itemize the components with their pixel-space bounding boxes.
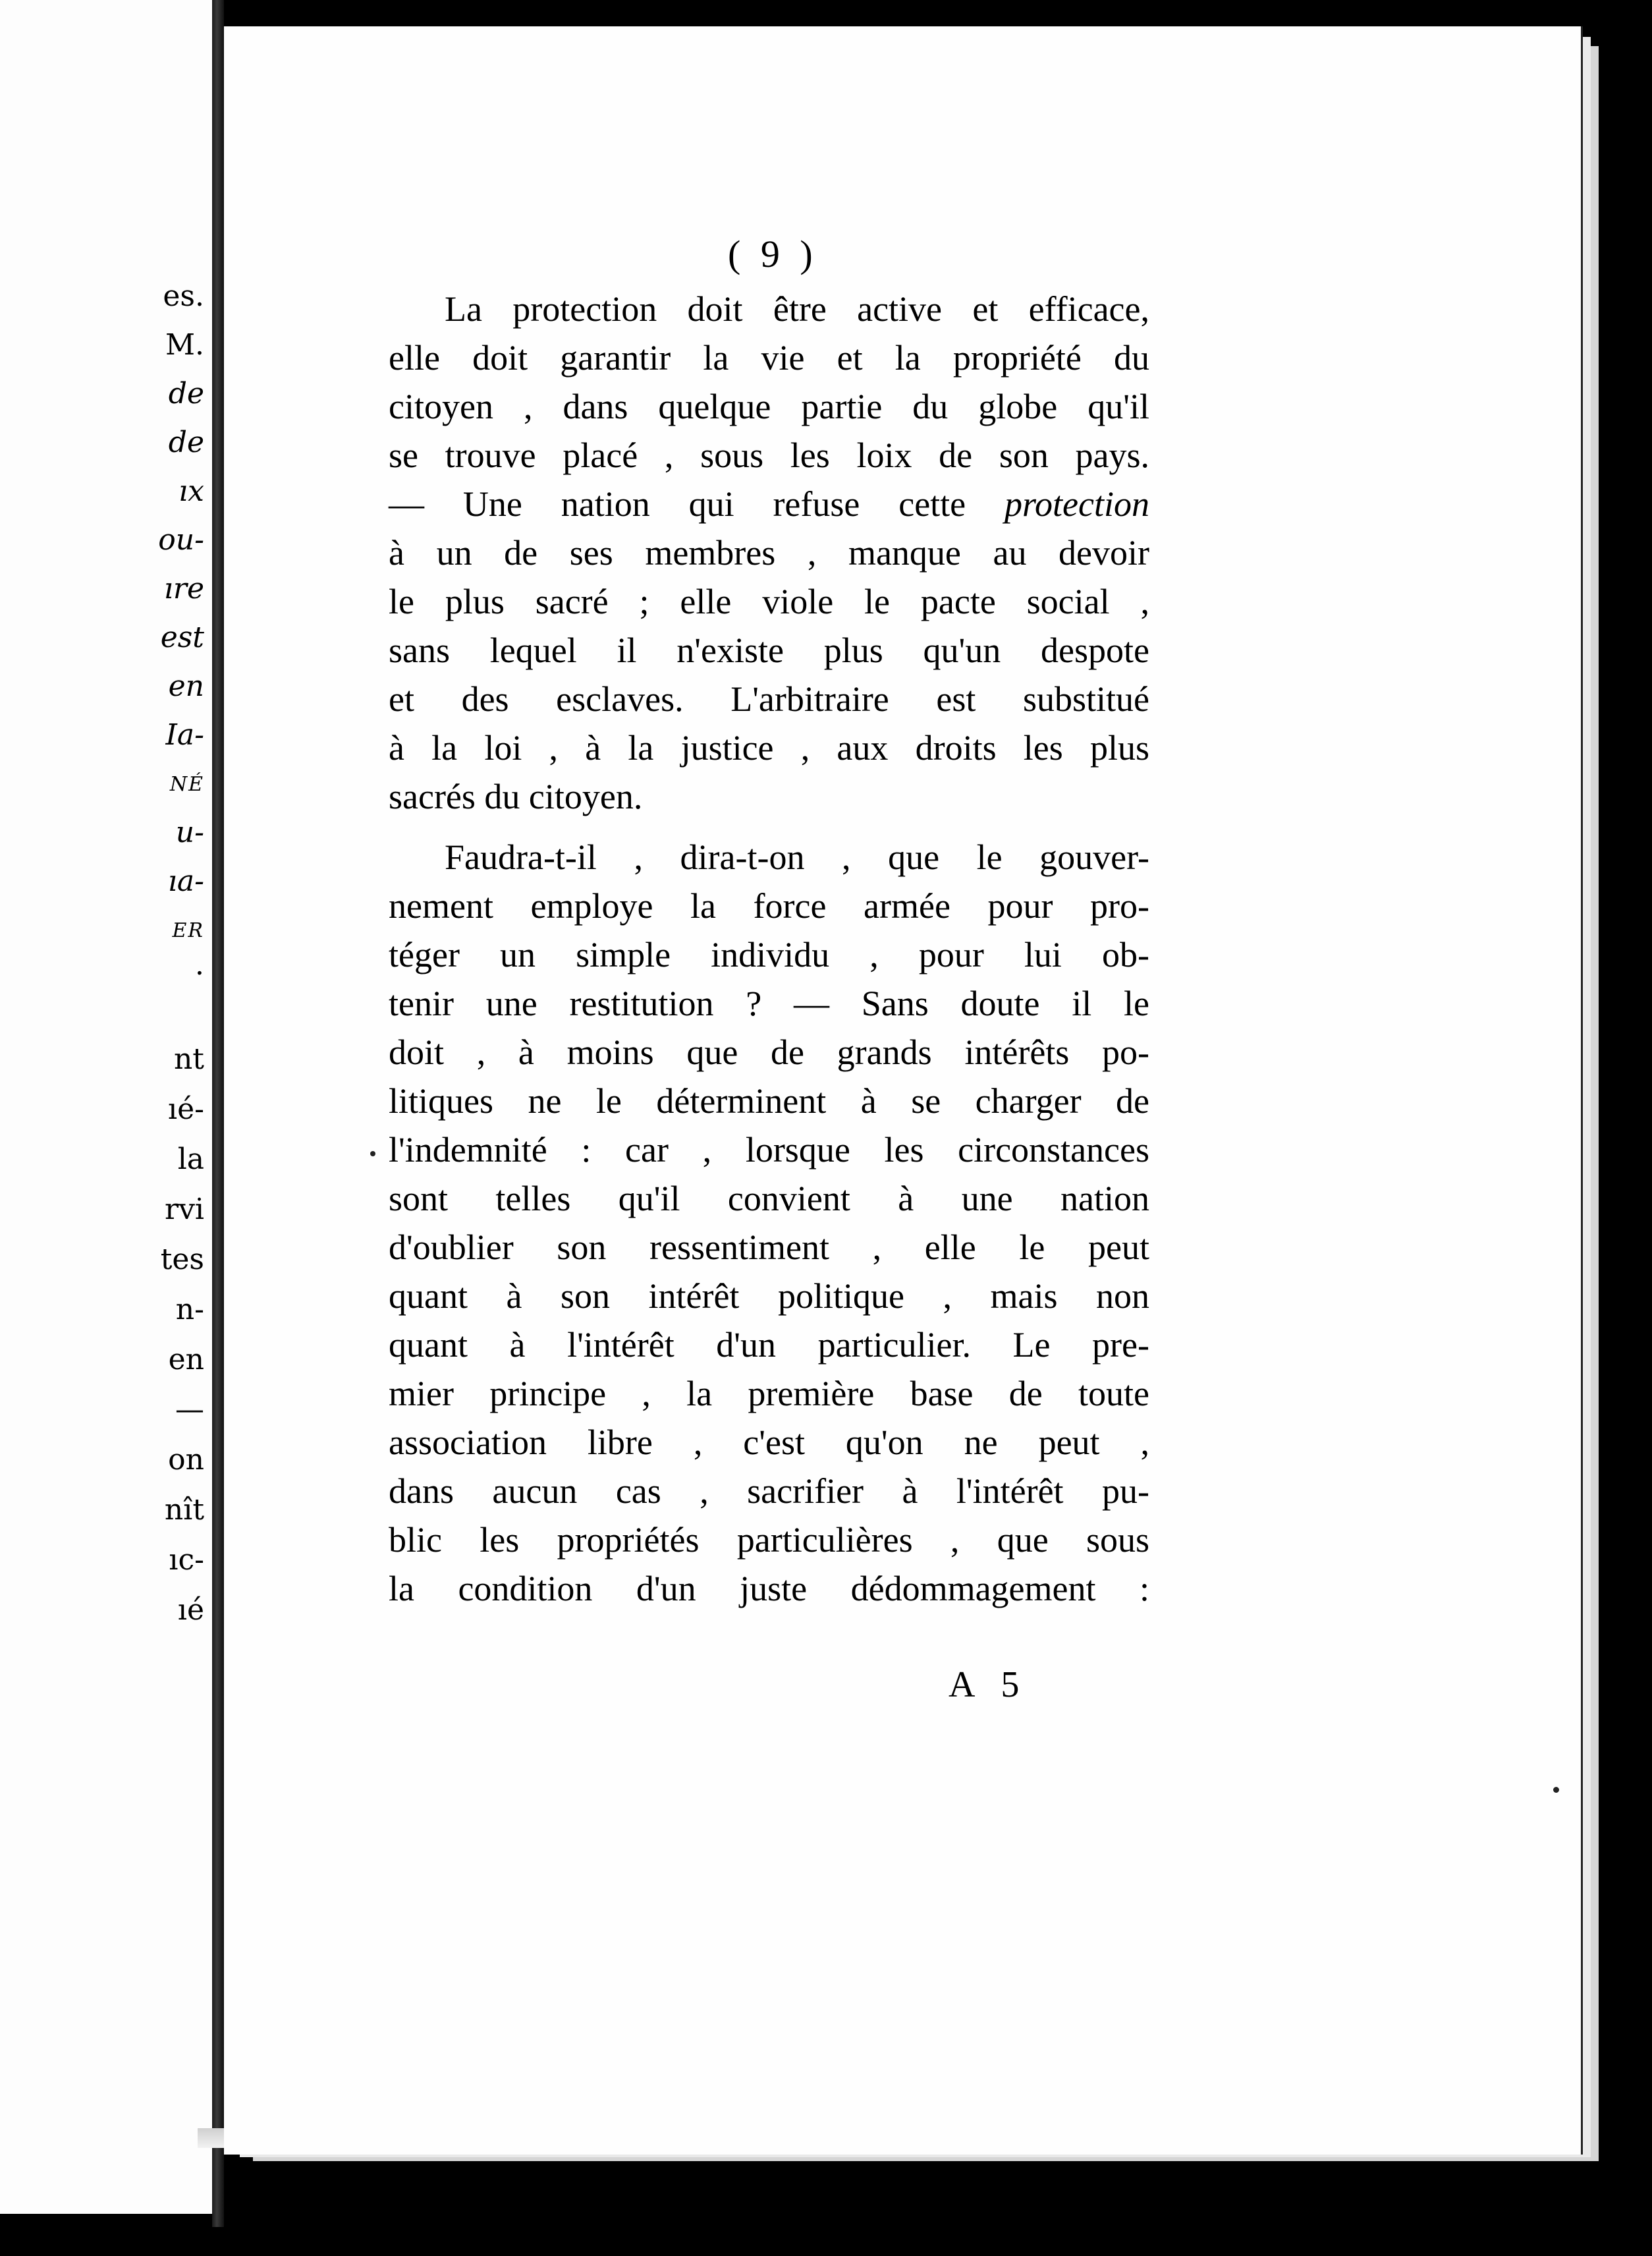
text-line: blic les propriétés particulières , que sous xyxy=(389,1520,1149,1560)
left-fragment: ıé xyxy=(177,1593,204,1627)
text-line: citoyen , dans quelque partie du globe qu'il xyxy=(389,387,1149,426)
left-fragment: de xyxy=(168,426,204,459)
text-line: à la loi , à la justice , aux droits les plus xyxy=(389,728,1149,768)
left-fragment: rvi xyxy=(165,1193,204,1226)
left-fragment: ıé- xyxy=(168,1092,204,1126)
text-line: litiques ne le déterminent à se charger de xyxy=(389,1081,1149,1121)
text-line: dans aucun cas , sacrifier à l'intérêt pu- xyxy=(389,1471,1149,1511)
text-line: elle doit garantir la vie et la propriété du xyxy=(389,338,1149,378)
left-fragment: nît xyxy=(164,1493,204,1527)
left-fragment: ıre xyxy=(163,572,204,606)
text-line-with-italic xyxy=(389,486,1149,522)
left-fragment: ou- xyxy=(158,523,204,557)
text-line: d'oublier son ressentiment , elle le peut xyxy=(389,1227,1149,1267)
text-line: la condition d'un juste dédommagement : xyxy=(389,1569,1149,1608)
left-fragment: ıa- xyxy=(167,864,204,898)
text-line: Faudra-t-il , dira-t-on , que le gouver- xyxy=(445,837,1149,877)
left-fragment: ıx xyxy=(179,474,204,508)
left-fragment: de xyxy=(168,377,204,410)
left-fragment: M. xyxy=(165,328,204,362)
text-line: sans lequel il n'existe plus qu'un despote xyxy=(389,631,1149,670)
text-line: téger un simple individu , pour lui ob- xyxy=(389,935,1149,974)
left-fragment: ıc- xyxy=(169,1543,204,1577)
text-line: se trouve placé , sous les loix de son pays. xyxy=(389,436,1149,475)
text-line: La protection doit être active et efficace, xyxy=(445,289,1149,329)
text-line: l'indemnité : car , lorsque les circonstances xyxy=(389,1130,1149,1170)
left-fragment: es. xyxy=(163,279,204,313)
text-line: le plus sacré ; elle viole le pacte social , xyxy=(389,582,1149,621)
text-line-start: — Une nation qui refuse cette xyxy=(389,484,966,524)
left-fragment: — xyxy=(175,1393,204,1426)
text-line: doit , à moins que de grands intérêts po- xyxy=(389,1032,1149,1072)
left-fragment: la xyxy=(177,1142,204,1176)
ink-speck xyxy=(370,1151,375,1156)
text-line: sont telles qu'il convient à une nation xyxy=(389,1179,1149,1218)
text-line: mier principe , la première base de toute xyxy=(389,1374,1149,1413)
left-fragment: Ia- xyxy=(165,718,204,752)
left-fragment: u- xyxy=(175,816,204,849)
left-fragment: ER xyxy=(172,919,204,942)
left-fragment: en xyxy=(168,1343,204,1376)
left-fragment: on xyxy=(168,1443,204,1477)
left-fragment: en xyxy=(168,669,204,703)
left-fragment: NÉ xyxy=(169,773,204,796)
text-line: nement employe la force armée pour pro- xyxy=(389,886,1149,926)
left-page-edge-text xyxy=(0,0,212,2214)
text-line: et des esclaves. L'arbitraire est substitué xyxy=(389,679,1149,719)
text-line: quant à l'intérêt d'un particulier. Le pre- xyxy=(389,1325,1149,1365)
book-gutter xyxy=(212,0,224,2227)
text-line: quant à son intérêt politique , mais non xyxy=(389,1276,1149,1316)
text-line: tenir une restitution ? — Sans doute il le xyxy=(389,984,1149,1023)
left-fragment: · xyxy=(195,957,204,990)
text-line: à un de ses membres , manque au devoir xyxy=(389,533,1149,573)
left-fragment: nt xyxy=(173,1042,204,1076)
ink-speck xyxy=(1553,1787,1559,1793)
left-fragment: n- xyxy=(175,1293,204,1326)
text-line: sacrés du citoyen. xyxy=(389,777,643,816)
text-line: association libre , c'est qu'on ne peut , xyxy=(389,1423,1149,1462)
left-fragment: est xyxy=(160,621,204,654)
italic-word: protection xyxy=(1005,484,1150,524)
signature-mark: A 5 xyxy=(949,1664,1029,1705)
left-fragment: tes xyxy=(160,1243,204,1276)
page-number: ( 9 ) xyxy=(728,233,818,275)
